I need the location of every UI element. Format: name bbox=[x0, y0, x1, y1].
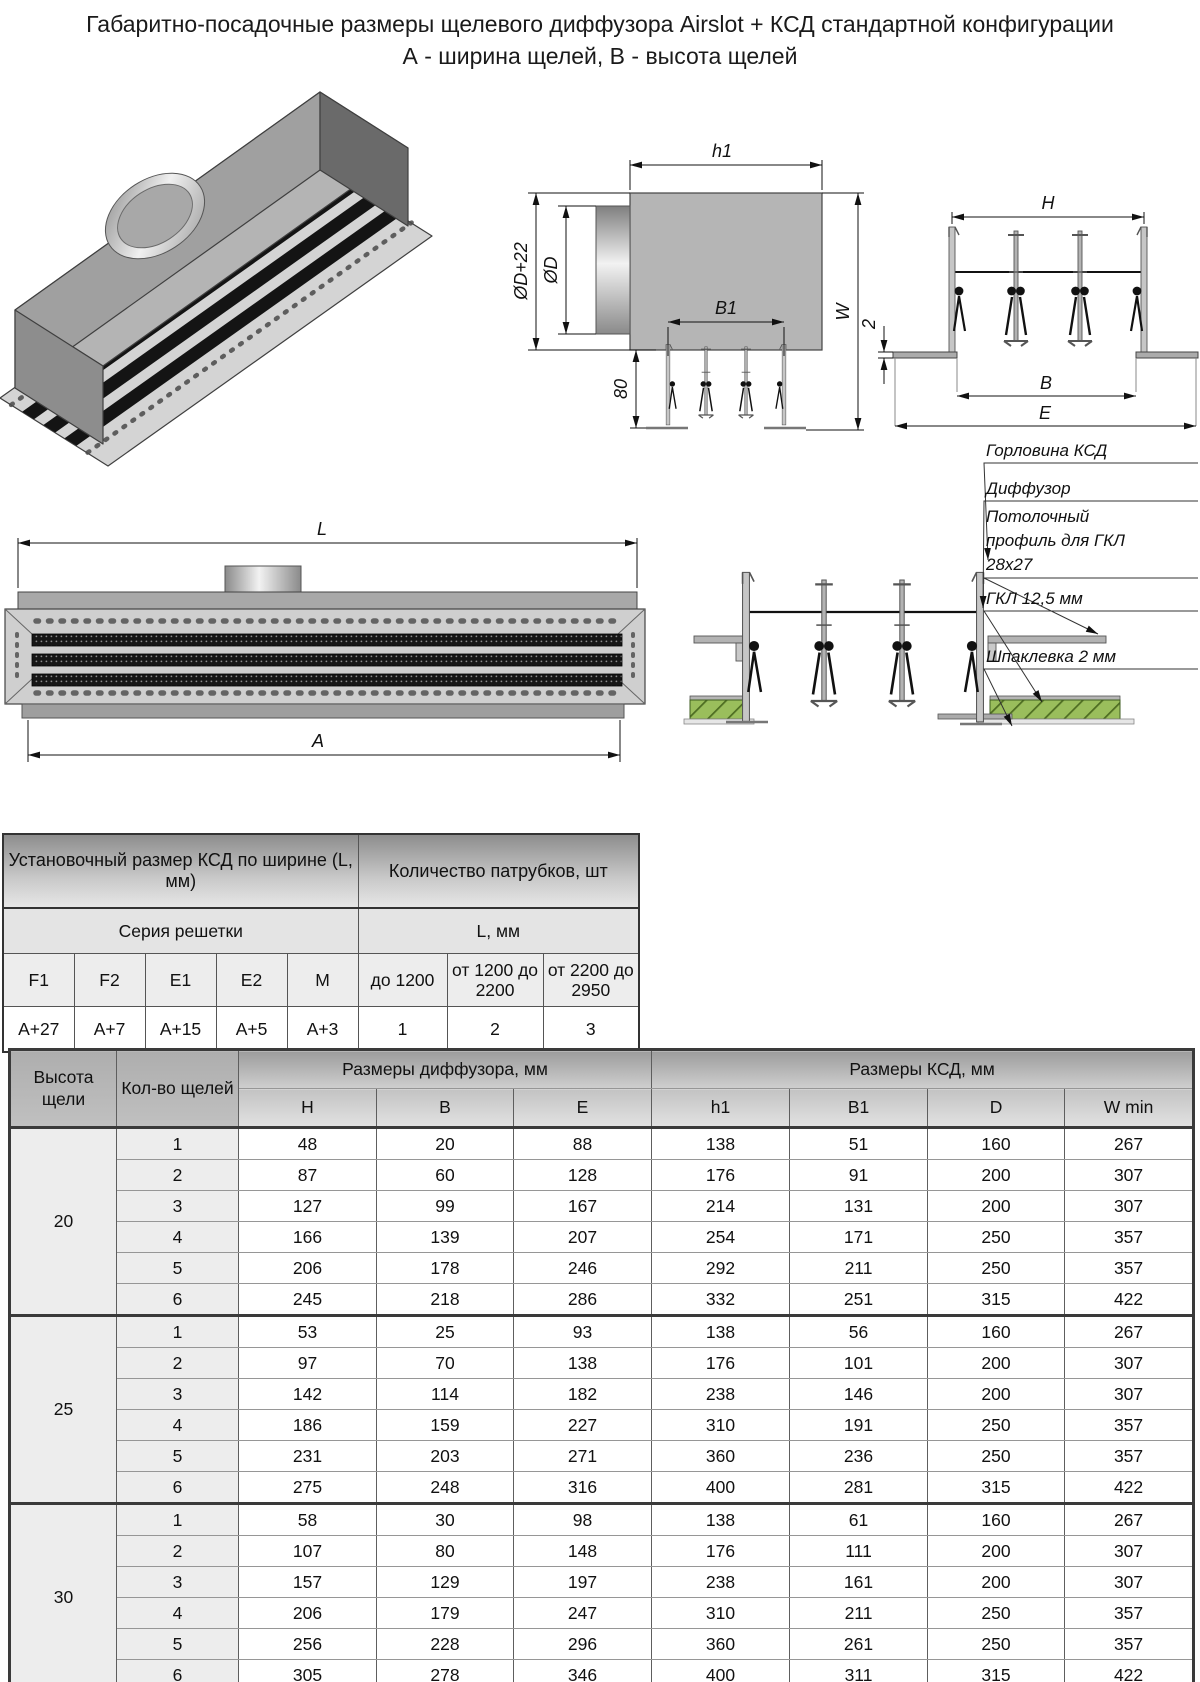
dim-value-cell: 160 bbox=[928, 1128, 1065, 1160]
dim-value-cell: 307 bbox=[1065, 1348, 1194, 1379]
dim-value-cell: 360 bbox=[652, 1629, 790, 1660]
dim-value-cell: 25 bbox=[377, 1316, 514, 1348]
dim-label-b: B bbox=[1039, 373, 1053, 393]
series-cell: E1 bbox=[145, 954, 216, 1007]
dim-value-cell: 357 bbox=[1065, 1598, 1194, 1629]
slot-count-cell: 2 bbox=[117, 1160, 239, 1191]
table-row bbox=[10, 1567, 1194, 1598]
callout-putty: Шпаклевка 2 мм bbox=[986, 647, 1117, 666]
dim-value-cell: 80 bbox=[377, 1536, 514, 1567]
col-header-h1: h1 bbox=[652, 1089, 790, 1128]
dim-value-cell: 146 bbox=[790, 1379, 928, 1410]
isometric-view bbox=[0, 92, 432, 466]
dim-value-cell: 93 bbox=[514, 1316, 652, 1348]
slot-count-cell: 6 bbox=[117, 1472, 239, 1504]
pipe-count-cell: 2 bbox=[447, 1007, 543, 1053]
title-line-2: А - ширина щелей, В - высота щелей bbox=[402, 43, 798, 70]
technical-drawings bbox=[0, 0, 1200, 830]
col-header-D: D bbox=[928, 1089, 1065, 1128]
slot-count-cell: 3 bbox=[117, 1567, 239, 1598]
dim-value-cell: 179 bbox=[377, 1598, 514, 1629]
dim-value-cell: 138 bbox=[652, 1504, 790, 1536]
dim-label-w: W bbox=[833, 303, 853, 321]
size-table bbox=[8, 1048, 1195, 1682]
dim-label-l: L bbox=[316, 519, 328, 539]
slot-count-cell: 3 bbox=[117, 1379, 239, 1410]
dim-value-cell: 251 bbox=[790, 1284, 928, 1316]
dim-value-cell: 167 bbox=[514, 1191, 652, 1222]
callout-gkl-board: ГКЛ 12,5 мм bbox=[986, 589, 1083, 608]
table-row bbox=[10, 1629, 1194, 1660]
dim-value-cell: 138 bbox=[514, 1348, 652, 1379]
slot-count-cell: 2 bbox=[117, 1348, 239, 1379]
dim-value-cell: 267 bbox=[1065, 1504, 1194, 1536]
dim-label-dd22: ØD+22 bbox=[511, 242, 531, 300]
dim-value-cell: 56 bbox=[790, 1316, 928, 1348]
dim-value-cell: 315 bbox=[928, 1472, 1065, 1504]
dim-value-cell: 346 bbox=[514, 1660, 652, 1682]
series-cell: F2 bbox=[74, 954, 145, 1007]
slot-count-cell: 5 bbox=[117, 1253, 239, 1284]
dim-value-cell: 60 bbox=[377, 1160, 514, 1191]
col-header-H: H bbox=[239, 1089, 377, 1128]
series-value-cell: A+3 bbox=[287, 1007, 358, 1053]
dim-value-cell: 236 bbox=[790, 1441, 928, 1472]
dim-value-cell: 200 bbox=[928, 1348, 1065, 1379]
dim-value-cell: 332 bbox=[652, 1284, 790, 1316]
dim-value-cell: 200 bbox=[928, 1191, 1065, 1222]
dim-value-cell: 197 bbox=[514, 1567, 652, 1598]
dim-value-cell: 315 bbox=[928, 1660, 1065, 1682]
callout-ceiling-profile: Потолочный профиль для ГКЛ 28х27 bbox=[986, 507, 1125, 574]
dim-value-cell: 207 bbox=[514, 1222, 652, 1253]
table-row bbox=[10, 1284, 1194, 1316]
slot-count-cell: 6 bbox=[117, 1660, 239, 1682]
slot-count-cell: 4 bbox=[117, 1410, 239, 1441]
slot-count-cell: 5 bbox=[117, 1441, 239, 1472]
table-row bbox=[10, 1504, 1194, 1536]
dim-value-cell: 101 bbox=[790, 1348, 928, 1379]
series-cell: M bbox=[287, 954, 358, 1007]
dim-value-cell: 191 bbox=[790, 1410, 928, 1441]
side-section-view bbox=[511, 141, 864, 430]
col-header-slot-count: Кол-во щелей bbox=[117, 1050, 239, 1128]
install-header-left: Установочный размер КСД по ширине (L, мм) bbox=[3, 834, 358, 908]
col-header-E: E bbox=[514, 1089, 652, 1128]
dim-value-cell: 70 bbox=[377, 1348, 514, 1379]
table-row bbox=[10, 1441, 1194, 1472]
dim-value-cell: 182 bbox=[514, 1379, 652, 1410]
dim-value-cell: 53 bbox=[239, 1316, 377, 1348]
dim-value-cell: 176 bbox=[652, 1348, 790, 1379]
table-row bbox=[10, 1160, 1194, 1191]
series-value-cell: A+15 bbox=[145, 1007, 216, 1053]
dim-value-cell: 422 bbox=[1065, 1284, 1194, 1316]
dim-value-cell: 111 bbox=[790, 1536, 928, 1567]
dim-value-cell: 211 bbox=[790, 1253, 928, 1284]
install-size-table bbox=[2, 833, 640, 1053]
dim-value-cell: 99 bbox=[377, 1191, 514, 1222]
dim-value-cell: 186 bbox=[239, 1410, 377, 1441]
table-row bbox=[10, 1660, 1194, 1682]
col-header-B: B bbox=[377, 1089, 514, 1128]
dim-value-cell: 422 bbox=[1065, 1660, 1194, 1682]
table-row bbox=[10, 1128, 1194, 1160]
dim-value-cell: 148 bbox=[514, 1536, 652, 1567]
dim-value-cell: 357 bbox=[1065, 1410, 1194, 1441]
slot-height-cell: 20 bbox=[10, 1128, 117, 1316]
series-value-cell: A+27 bbox=[3, 1007, 74, 1053]
dim-value-cell: 206 bbox=[239, 1598, 377, 1629]
slot-count-cell: 3 bbox=[117, 1191, 239, 1222]
dim-value-cell: 307 bbox=[1065, 1536, 1194, 1567]
dim-value-cell: 357 bbox=[1065, 1253, 1194, 1284]
dim-label-80: 80 bbox=[611, 378, 631, 400]
band-header-ksd: Размеры КСД, мм bbox=[652, 1050, 1194, 1089]
col-header-B1: B1 bbox=[790, 1089, 928, 1128]
table-row bbox=[10, 1536, 1194, 1567]
slot-count-cell: 1 bbox=[117, 1128, 239, 1160]
size-table-body bbox=[10, 1128, 1194, 1682]
slot-count-cell: 5 bbox=[117, 1629, 239, 1660]
slot-count-cell: 1 bbox=[117, 1504, 239, 1536]
dim-value-cell: 357 bbox=[1065, 1441, 1194, 1472]
dim-value-cell: 161 bbox=[790, 1567, 928, 1598]
dim-value-cell: 228 bbox=[377, 1629, 514, 1660]
dim-value-cell: 311 bbox=[790, 1660, 928, 1682]
dim-value-cell: 250 bbox=[928, 1441, 1065, 1472]
table-row bbox=[10, 1316, 1194, 1348]
install-detail-view bbox=[684, 441, 1198, 726]
dim-value-cell: 114 bbox=[377, 1379, 514, 1410]
series-value-cell: A+7 bbox=[74, 1007, 145, 1053]
pipe-count-cell: 3 bbox=[543, 1007, 639, 1053]
dim-value-cell: 166 bbox=[239, 1222, 377, 1253]
dim-value-cell: 400 bbox=[652, 1660, 790, 1682]
dim-value-cell: 310 bbox=[652, 1410, 790, 1441]
col-header-Wmin: W min bbox=[1065, 1089, 1194, 1128]
series-cell: E2 bbox=[216, 954, 287, 1007]
length-range-cell: от 1200 до 2200 bbox=[447, 954, 543, 1007]
dim-value-cell: 267 bbox=[1065, 1128, 1194, 1160]
dim-value-cell: 206 bbox=[239, 1253, 377, 1284]
dim-label-e: E bbox=[1038, 403, 1052, 423]
dim-value-cell: 422 bbox=[1065, 1472, 1194, 1504]
dim-value-cell: 131 bbox=[790, 1191, 928, 1222]
table-row bbox=[10, 1253, 1194, 1284]
dim-value-cell: 107 bbox=[239, 1536, 377, 1567]
front-view bbox=[5, 519, 645, 762]
dim-value-cell: 171 bbox=[790, 1222, 928, 1253]
table-row bbox=[10, 1222, 1194, 1253]
dim-value-cell: 138 bbox=[652, 1128, 790, 1160]
dim-value-cell: 250 bbox=[928, 1598, 1065, 1629]
dim-value-cell: 250 bbox=[928, 1410, 1065, 1441]
dim-value-cell: 248 bbox=[377, 1472, 514, 1504]
dim-value-cell: 247 bbox=[514, 1598, 652, 1629]
table-row bbox=[10, 1348, 1194, 1379]
grille-series-header: Серия решетки bbox=[3, 908, 358, 954]
dim-value-cell: 160 bbox=[928, 1316, 1065, 1348]
dim-value-cell: 360 bbox=[652, 1441, 790, 1472]
dim-value-cell: 51 bbox=[790, 1128, 928, 1160]
dim-value-cell: 139 bbox=[377, 1222, 514, 1253]
callout-ksd-neck: Горловина КСД bbox=[986, 441, 1108, 460]
dim-value-cell: 128 bbox=[514, 1160, 652, 1191]
dim-value-cell: 211 bbox=[790, 1598, 928, 1629]
series-cell: F1 bbox=[3, 954, 74, 1007]
table-row bbox=[10, 1472, 1194, 1504]
dim-value-cell: 310 bbox=[652, 1598, 790, 1629]
dim-value-cell: 278 bbox=[377, 1660, 514, 1682]
dim-value-cell: 315 bbox=[928, 1284, 1065, 1316]
dim-label-2: 2 bbox=[859, 318, 879, 330]
dim-value-cell: 58 bbox=[239, 1504, 377, 1536]
dim-value-cell: 88 bbox=[514, 1128, 652, 1160]
slot-count-cell: 2 bbox=[117, 1536, 239, 1567]
dim-value-cell: 227 bbox=[514, 1410, 652, 1441]
dim-value-cell: 20 bbox=[377, 1128, 514, 1160]
dim-value-cell: 48 bbox=[239, 1128, 377, 1160]
slot-count-cell: 6 bbox=[117, 1284, 239, 1316]
dim-value-cell: 218 bbox=[377, 1284, 514, 1316]
dim-label-dd: ØD bbox=[541, 256, 561, 284]
dim-value-cell: 142 bbox=[239, 1379, 377, 1410]
diffuser-section-view bbox=[859, 193, 1198, 426]
dim-value-cell: 316 bbox=[514, 1472, 652, 1504]
pipe-count-cell: 1 bbox=[358, 1007, 447, 1053]
length-range-cell: от 2200 до 2950 bbox=[543, 954, 639, 1007]
dim-value-cell: 200 bbox=[928, 1536, 1065, 1567]
slot-height-cell: 25 bbox=[10, 1316, 117, 1504]
dim-value-cell: 129 bbox=[377, 1567, 514, 1598]
dim-value-cell: 261 bbox=[790, 1629, 928, 1660]
dim-value-cell: 98 bbox=[514, 1504, 652, 1536]
dim-value-cell: 357 bbox=[1065, 1222, 1194, 1253]
dim-value-cell: 160 bbox=[928, 1504, 1065, 1536]
dim-value-cell: 87 bbox=[239, 1160, 377, 1191]
length-range-cell: до 1200 bbox=[358, 954, 447, 1007]
dim-value-cell: 214 bbox=[652, 1191, 790, 1222]
slot-count-cell: 1 bbox=[117, 1316, 239, 1348]
dim-value-cell: 200 bbox=[928, 1379, 1065, 1410]
dim-label-h1: h1 bbox=[711, 141, 733, 161]
table-row bbox=[10, 1191, 1194, 1222]
dim-value-cell: 307 bbox=[1065, 1379, 1194, 1410]
dim-value-cell: 200 bbox=[928, 1567, 1065, 1598]
dim-value-cell: 91 bbox=[790, 1160, 928, 1191]
dim-value-cell: 254 bbox=[652, 1222, 790, 1253]
table-row bbox=[10, 1379, 1194, 1410]
dim-value-cell: 178 bbox=[377, 1253, 514, 1284]
dim-value-cell: 238 bbox=[652, 1567, 790, 1598]
dim-value-cell: 286 bbox=[514, 1284, 652, 1316]
dim-label-h: H bbox=[1041, 193, 1055, 213]
dim-value-cell: 157 bbox=[239, 1567, 377, 1598]
dim-value-cell: 305 bbox=[239, 1660, 377, 1682]
dim-value-cell: 256 bbox=[239, 1629, 377, 1660]
dim-value-cell: 231 bbox=[239, 1441, 377, 1472]
slot-height-cell: 30 bbox=[10, 1504, 117, 1682]
series-value-cell: A+5 bbox=[216, 1007, 287, 1053]
dim-value-cell: 267 bbox=[1065, 1316, 1194, 1348]
dim-value-cell: 275 bbox=[239, 1472, 377, 1504]
dim-value-cell: 245 bbox=[239, 1284, 377, 1316]
slot-count-cell: 4 bbox=[117, 1598, 239, 1629]
table-row bbox=[10, 1410, 1194, 1441]
dim-value-cell: 296 bbox=[514, 1629, 652, 1660]
dim-value-cell: 400 bbox=[652, 1472, 790, 1504]
title-line-1: Габаритно-посадочные размеры щелевого диффузора Airslot + КСД стандартной конфигурации bbox=[86, 11, 1114, 37]
dim-value-cell: 281 bbox=[790, 1472, 928, 1504]
dim-label-b1: B1 bbox=[714, 298, 738, 318]
dim-value-cell: 357 bbox=[1065, 1629, 1194, 1660]
dim-value-cell: 30 bbox=[377, 1504, 514, 1536]
dim-value-cell: 307 bbox=[1065, 1191, 1194, 1222]
length-header: L, мм bbox=[358, 908, 639, 954]
install-header-right: Количество патрубков, шт bbox=[358, 834, 639, 908]
dim-value-cell: 203 bbox=[377, 1441, 514, 1472]
dim-value-cell: 176 bbox=[652, 1536, 790, 1567]
dim-value-cell: 138 bbox=[652, 1316, 790, 1348]
dim-value-cell: 250 bbox=[928, 1629, 1065, 1660]
dim-value-cell: 246 bbox=[514, 1253, 652, 1284]
section-view-dimensions bbox=[878, 212, 1196, 426]
dim-value-cell: 250 bbox=[928, 1222, 1065, 1253]
col-header-slot-height: Высота щели bbox=[10, 1050, 117, 1128]
dim-value-cell: 159 bbox=[377, 1410, 514, 1441]
dim-value-cell: 250 bbox=[928, 1253, 1065, 1284]
dim-value-cell: 200 bbox=[928, 1160, 1065, 1191]
table-row bbox=[10, 1598, 1194, 1629]
dim-value-cell: 61 bbox=[790, 1504, 928, 1536]
dim-value-cell: 271 bbox=[514, 1441, 652, 1472]
dim-value-cell: 97 bbox=[239, 1348, 377, 1379]
band-header-diffuser: Размеры диффузора, мм bbox=[239, 1050, 652, 1089]
dim-value-cell: 127 bbox=[239, 1191, 377, 1222]
dim-value-cell: 307 bbox=[1065, 1160, 1194, 1191]
slot-count-cell: 4 bbox=[117, 1222, 239, 1253]
callout-diffuser: Диффузор bbox=[986, 479, 1071, 498]
dim-value-cell: 292 bbox=[652, 1253, 790, 1284]
dim-value-cell: 176 bbox=[652, 1160, 790, 1191]
dim-label-a: A bbox=[311, 731, 325, 751]
dim-value-cell: 238 bbox=[652, 1379, 790, 1410]
dim-value-cell: 307 bbox=[1065, 1567, 1194, 1598]
